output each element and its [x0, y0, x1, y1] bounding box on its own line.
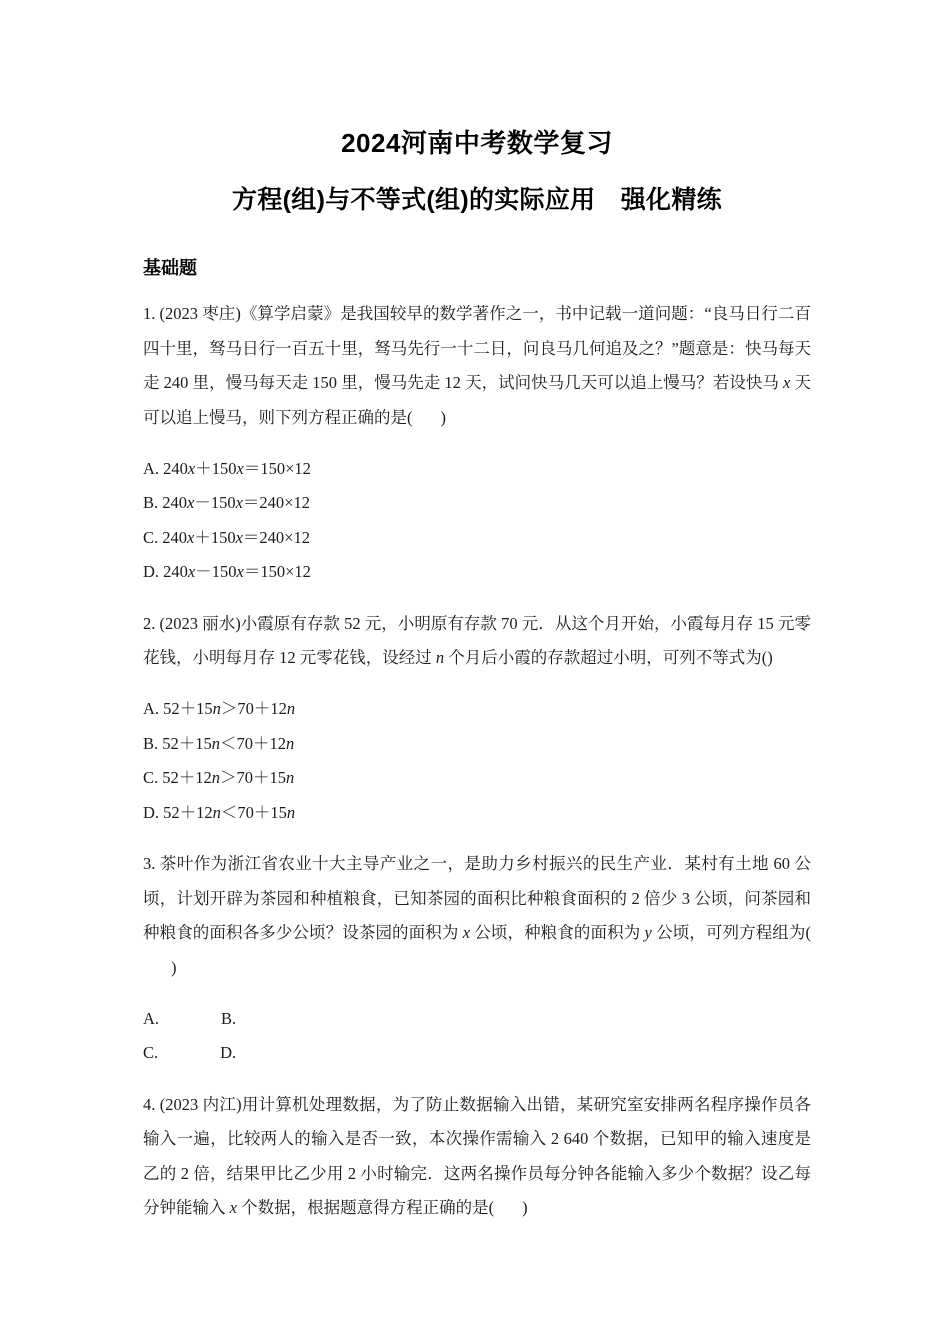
question-4-stem-text: 4. (2023 内江)用计算机处理数据，为了防止数据输入出错，某研究室安排两名程序操作员各输入一遍，比较两人的输入是否一致，本次操作需输入 2 640 个数据，已知甲的输入速度是乙的 2 倍，结果甲比乙少用 2 小时输完．这两名操作员每分钟各能输入多少个数据？设乙每分钟能输入 x 个数据，根据题意得方程正确的是(	[143, 1094, 811, 1217]
question-3-stem-tail: )	[171, 957, 177, 977]
question-3-stem-text: 3. 茶叶作为浙江省农业十大主导产业之一，是助力乡村振兴的民生产业．某村有土地 60 公顷，计划开辟为茶园和种植粮食，已知茶园的面积比种粮食面积的 2 倍少 3 公顷，问茶园和种粮食的面积各多少公顷？设茶园的面积为 x 公顷，种粮食的面积为 y 公顷，可列方程组为(	[143, 854, 812, 942]
question-1-stem	[143, 297, 811, 435]
question-1-stem-text: 1. (2023 枣庄)《算学启蒙》是我国较早的数学著作之一，书中记载一道问题：“良马日行二百四十里，驽马日行一百五十里，驽马先行一十二日，问良马几何追及之？”题意是：快马每天走 240 里，慢马每天走 150 里，慢马先走 12 天，试问快马几天可以追上慢马？若设快马 x 天可以追上慢马，则下列方程正确的是(	[143, 304, 812, 427]
section-heading-basic-problems: 基础题	[143, 258, 197, 278]
question-3-options	[143, 1002, 811, 1071]
question-4-stem-tail: )	[522, 1198, 528, 1217]
question-3-option-b[interactable]: B.	[221, 1008, 237, 1028]
question-4-stem	[143, 1088, 811, 1226]
question-1-option-d[interactable]: D. 240x－150x＝150×12	[143, 562, 311, 581]
question-2	[143, 607, 811, 831]
question-3-options-row-1	[143, 1002, 811, 1037]
question-1-option-b[interactable]: B. 240x－150x＝240×12	[143, 493, 310, 512]
question-2-option-b[interactable]: B. 52＋15n＜70＋12n	[143, 733, 295, 753]
question-2-stem	[143, 607, 811, 676]
question-2-option-d[interactable]: D. 52＋12n＜70＋15n	[143, 802, 296, 822]
question-1	[143, 297, 811, 590]
question-3	[143, 847, 811, 1071]
question-2-stem-tail: )	[767, 648, 773, 667]
question-3-option-a[interactable]: A.	[143, 1008, 160, 1028]
document-title-primary: 2024河南中考数学复习	[341, 128, 613, 158]
question-4	[143, 1088, 811, 1226]
question-2-options	[143, 692, 811, 830]
question-1-option-a[interactable]: A. 240x＋150x＝150×12	[143, 458, 311, 478]
question-3-option-c[interactable]: C.	[143, 1043, 159, 1062]
question-2-stem-text: 2. (2023 丽水)小霞原有存款 52 元，小明原有存款 70 元．从这个月开始，小霞每月存 15 元零花钱，小明每月存 12 元零花钱，设经过 n 个月后小霞的存款超过小明，可列不等式为(	[143, 613, 811, 667]
question-3-option-d[interactable]: D.	[220, 1043, 237, 1062]
question-3-options-row-2	[143, 1036, 811, 1071]
question-1-option-c[interactable]: C. 240x＋150x＝240×12	[143, 527, 310, 547]
question-3-stem	[143, 847, 811, 985]
question-2-option-c[interactable]: C. 52＋12n＞70＋15n	[143, 768, 295, 787]
question-1-options	[143, 452, 811, 590]
question-1-stem-tail: )	[440, 407, 446, 427]
question-2-option-a[interactable]: A. 52＋15n＞70＋12n	[143, 699, 296, 718]
page-content	[143, 0, 811, 1242]
document-title-secondary: 方程(组)与不等式(组)的实际应用 强化精练	[232, 186, 722, 214]
